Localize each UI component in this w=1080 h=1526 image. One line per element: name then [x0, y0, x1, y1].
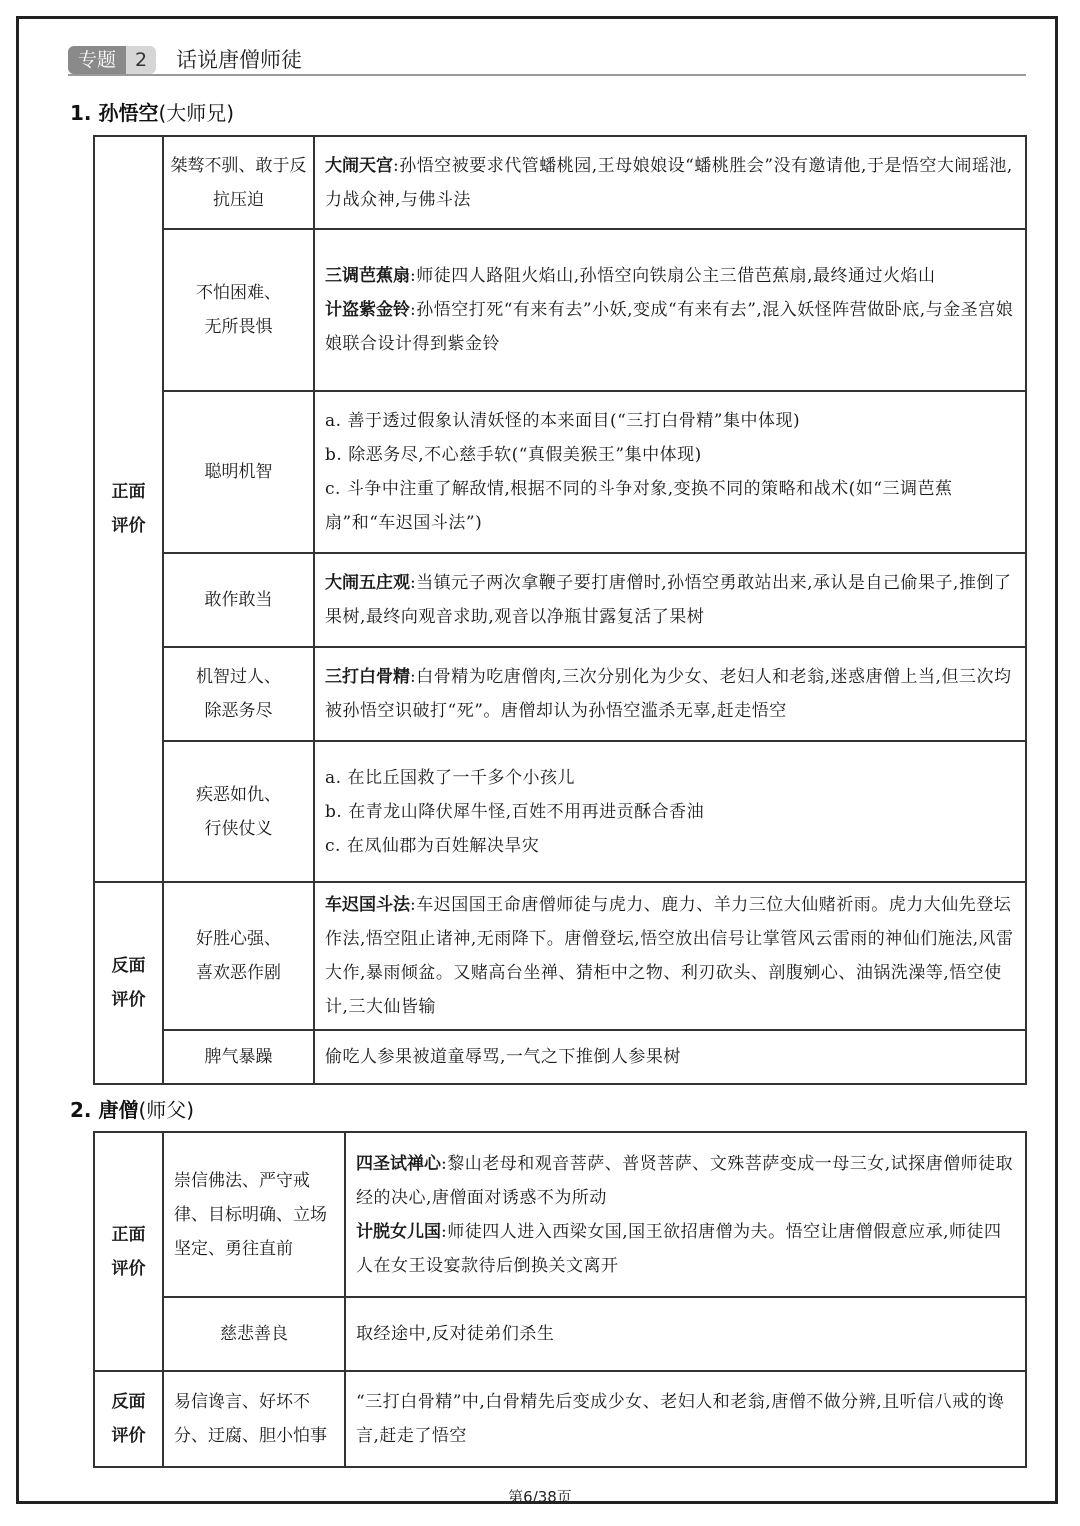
- table-row: [94, 647, 1026, 741]
- description-cell: [345, 1132, 1026, 1297]
- topic-header: [68, 46, 1026, 76]
- description-cell: [314, 391, 1026, 553]
- section-title-paren: (师父): [138, 1098, 195, 1122]
- description-text: “三打白骨精”中,白骨精先后变成少女、老妇人和老翁,唐僧不做分辨,且听信八戒的谗言,赶走了悟空: [356, 1392, 1005, 1446]
- table-row: [94, 1030, 1026, 1084]
- category-cell: [94, 882, 163, 1084]
- category-label: 反面评价: [111, 956, 146, 1010]
- topic-title: 话说唐僧师徒: [176, 48, 302, 72]
- description-text: b. 在青龙山降伏犀牛怪,百姓不用再进贡酥合香油: [325, 801, 705, 822]
- trait-text: 好胜心强、喜欢恶作剧: [196, 929, 281, 983]
- description-text: :车迟国国王命唐僧师徒与虎力、鹿力、羊力三位大仙赌祈雨。虎力大仙先登坛作法,悟空阻止诸神,无雨降下。唐僧登坛,悟空放出信号让掌管风云雷雨的神仙们施法,风雷大作,暴雨倾盆。又赌高台坐禅、猜柜中之物、利刃砍头、剖腹剜心、油锅洗澡等,悟空使计,三大仙皆输: [325, 895, 1014, 1017]
- section-title-paren: (大师兄): [158, 101, 235, 125]
- description-cell: [314, 229, 1026, 391]
- description-text: 偷吃人参果被道童辱骂,一气之下推倒人参果树: [325, 1047, 681, 1067]
- description-text: c. 在凤仙郡为百姓解决旱灾: [325, 835, 540, 856]
- trait-cell: [163, 1297, 345, 1371]
- description-text: a. 在比丘国救了一千多个小孩儿: [325, 767, 575, 788]
- description-cell: [314, 136, 1026, 229]
- description-text: a. 善于透过假象认清妖怪的本来面目(“三打白骨精”集中体现): [325, 411, 801, 431]
- description-text: :白骨精为吃唐僧肉,三次分别化为少女、老妇人和老翁,迷惑唐僧上当,但三次均被孙悟空识破打“死”。唐僧却认为孙悟空滥杀无辜,赶走悟空: [325, 667, 1012, 721]
- trait-text: 桀骜不驯、敢于反抗压迫: [170, 155, 307, 210]
- trait-cell: [163, 741, 314, 882]
- trait-cell: [163, 882, 314, 1030]
- description-line: [325, 1040, 1015, 1074]
- topic-tag-label: 专题: [68, 46, 126, 74]
- trait-text: 不怕困难、无所畏惧: [196, 283, 281, 337]
- description-cell: [314, 1030, 1026, 1084]
- keyword: 计盗紫金铃: [325, 300, 410, 320]
- description-line: [325, 761, 1015, 795]
- keyword: 三打白骨精: [325, 667, 410, 687]
- description-line: [325, 259, 1015, 293]
- category-label: 正面评价: [111, 482, 146, 536]
- trait-text: 脾气暴躁: [204, 1047, 273, 1067]
- keyword: 四圣试禅心: [356, 1153, 441, 1174]
- table-row: [94, 136, 1026, 229]
- keyword: 大闹五庄观: [325, 573, 410, 593]
- category-cell: [94, 1132, 163, 1371]
- table-row: [94, 1371, 1026, 1467]
- description-cell: [345, 1297, 1026, 1371]
- section-title-tang-seng: [70, 1094, 194, 1123]
- trait-cell: [163, 647, 314, 741]
- description-line: [325, 660, 1015, 728]
- header-divider: [68, 74, 1026, 76]
- table-row: [94, 882, 1026, 1030]
- topic-tag: [68, 46, 156, 74]
- table-row: [94, 741, 1026, 882]
- trait-cell: [163, 136, 314, 229]
- table-row: [94, 229, 1026, 391]
- description-cell: [314, 741, 1026, 882]
- description-text: :当镇元子两次拿鞭子要打唐僧时,孙悟空勇敢站出来,承认是自己偷果子,推倒了果树,最终向观音求助,观音以净瓶甘露复活了果树: [325, 573, 1012, 627]
- description-cell: [345, 1371, 1026, 1467]
- description-text: :孙悟空打死“有来有去”小妖,变成“有来有去”,混入妖怪阵营做卧底,与金圣宫娘娘联合设计得到紫金铃: [325, 300, 1014, 354]
- description-text: :师徒四人路阻火焰山,孙悟空向铁扇公主三借芭蕉扇,最终通过火焰山: [410, 266, 936, 286]
- table-row: [94, 553, 1026, 647]
- page-number: 第6/38页: [508, 1488, 572, 1506]
- description-cell: [314, 882, 1026, 1030]
- section-title-sun-wukong: [70, 97, 234, 126]
- section-title-main: 2. 唐僧: [70, 1098, 139, 1122]
- category-cell: [94, 1371, 163, 1467]
- table-row: [94, 1297, 1026, 1371]
- description-text: 取经途中,反对徒弟们杀生: [356, 1324, 555, 1344]
- topic-tag-number: 2: [126, 46, 156, 74]
- trait-text: 慈悲善良: [220, 1324, 288, 1344]
- sun-wukong-table: [93, 135, 1027, 1085]
- category-cell: [94, 136, 163, 882]
- trait-cell: [163, 391, 314, 553]
- keyword: 大闹天宫: [325, 155, 393, 176]
- table-row: [94, 391, 1026, 553]
- table-row: [94, 1132, 1026, 1297]
- description-line: [356, 1147, 1015, 1215]
- trait-cell: [163, 1371, 345, 1467]
- trait-text: 聪明机智: [204, 462, 273, 482]
- trait-text: 崇信佛法、严守戒律、目标明确、立场坚定、勇往直前: [174, 1170, 327, 1259]
- description-line: [325, 829, 1015, 863]
- description-line: [356, 1317, 1015, 1351]
- trait-text: 疾恶如仇、行侠仗义: [196, 784, 281, 839]
- description-text: :孙悟空被要求代管蟠桃园,王母娘娘设“蟠桃胜会”没有邀请他,于是悟空大闹瑶池,力战众神,与佛斗法: [325, 155, 1013, 210]
- description-line: [325, 472, 1015, 540]
- description-line: [356, 1385, 1015, 1453]
- description-cell: [314, 553, 1026, 647]
- description-text: :师徒四人进入西梁女国,国王欲招唐僧为夫。悟空让唐僧假意应承,师徒四人在女王设宴款待后倒换关文离开: [356, 1221, 1002, 1276]
- description-text: c. 斗争中注重了解敌情,根据不同的斗争对象,变换不同的策略和战术(如“三调芭蕉扇”和“车迟国斗法”): [325, 479, 953, 533]
- trait-cell: [163, 229, 314, 391]
- trait-cell: [163, 1132, 345, 1297]
- description-line: [325, 404, 1015, 438]
- trait-cell: [163, 1030, 314, 1084]
- description-text: b. 除恶务尽,不心慈手软(“真假美猴王”集中体现): [325, 445, 702, 465]
- category-label: 反面评价: [111, 1392, 146, 1446]
- category-label: 正面评价: [111, 1224, 146, 1279]
- description-text: :黎山老母和观音菩萨、普贤菩萨、文殊菩萨变成一母三女,试探唐僧师徒取经的决心,唐僧面对诱惑不为所动: [356, 1153, 1014, 1208]
- description-line: [325, 149, 1015, 217]
- keyword: 计脱女儿国: [356, 1221, 441, 1242]
- description-line: [325, 566, 1015, 634]
- description-line: [325, 293, 1015, 361]
- keyword: 车迟国斗法: [325, 895, 410, 915]
- trait-text: 敢作敢当: [204, 590, 273, 610]
- section-title-main: 1. 孙悟空: [70, 101, 159, 125]
- trait-cell: [163, 553, 314, 647]
- description-line: [325, 438, 1015, 472]
- trait-text: 机智过人、除恶务尽: [196, 667, 281, 721]
- trait-text: 易信谗言、好坏不分、迂腐、胆小怕事: [174, 1392, 327, 1446]
- tang-seng-table: [93, 1131, 1027, 1468]
- description-cell: [314, 647, 1026, 741]
- keyword: 三调芭蕉扇: [325, 266, 410, 286]
- description-line: [356, 1215, 1015, 1283]
- description-line: [325, 888, 1015, 1024]
- description-line: [325, 795, 1015, 829]
